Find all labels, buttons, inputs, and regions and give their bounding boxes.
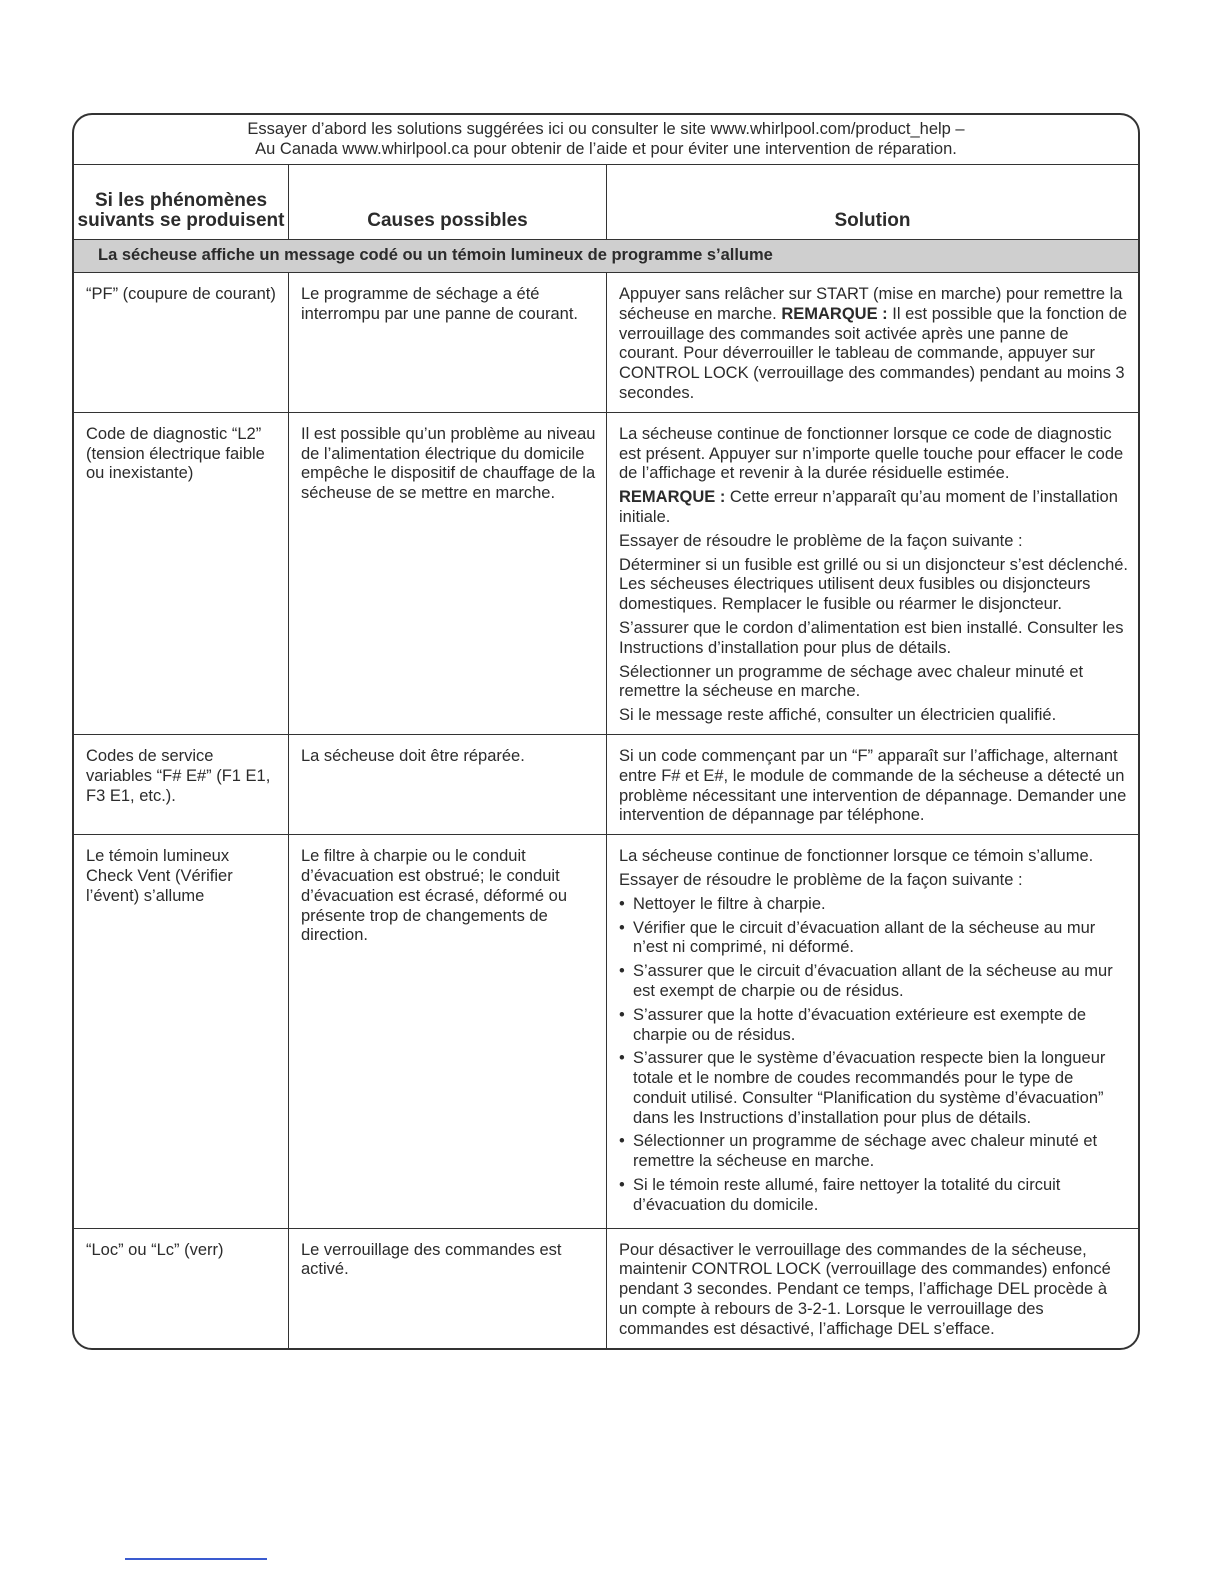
bullet-text: Nettoyer le filtre à charpie. (633, 894, 826, 913)
solution-paragraph: S’assurer que le cordon d’alimentation est bien installé. Consulter les Instructions d’installation pour plus de détails. (619, 618, 1124, 657)
bullet-text: S’assurer que le circuit d’évacuation allant de la sécheuse au mur est exempt de charpie ou de résidus. (633, 962, 1113, 1000)
bullet-item (619, 1049, 1128, 1128)
cause-cell: Le filtre à charpie ou le conduit d’évacuation est obstrué; le conduit d’évacuation est écrasé, déformé ou présente trop de changements de direction. (289, 835, 607, 1228)
table-header (74, 165, 1138, 240)
symptom-cell: Codes de service variables “F# E#” (F1 E1, F3 E1, etc.). (74, 735, 289, 834)
bullet-icon: • (619, 894, 625, 913)
symptom-cell: “Loc” ou “Lc” (verr) (74, 1229, 289, 1348)
cause-cell: Le programme de séchage a été interrompu par une panne de courant. (289, 273, 607, 412)
header-symptom: Si les phénomènes suivants se produisent (74, 165, 289, 239)
bullet-item (619, 1132, 1128, 1172)
solution-cell (607, 835, 1138, 1228)
symptom-cell: Le témoin lumineux Check Vent (Vérifier l’évent) s’allume (74, 835, 289, 1228)
bullet-text: Sélectionner un programme de séchage avec chaleur minuté et remettre la sécheuse en marche. (633, 1132, 1098, 1171)
bullet-text: Si le témoin reste allumé, faire nettoyer la totalité du circuit d’évacuation du domicile. (633, 1176, 1061, 1214)
solution-cell (607, 413, 1138, 734)
solution-cell: Pour désactiver le verrouillage des commandes de la sécheuse, maintenir CONTROL LOCK (verrouillage des commandes) enfoncé pendant 3 secondes. Pendant ce temps, l’affichage DEL procède à un compte à rebours de 3-2-1. Lorsque le verrouillage des commandes est désactivé, l’affichage DEL s’efface. (619, 1240, 1111, 1338)
solution-paragraph: Si le message reste affiché, consulter un électricien qualifié. (619, 706, 1057, 725)
bullet-icon: • (619, 1176, 625, 1195)
section-title: La sécheuse affiche un message codé ou un témoin lumineux de programme s’allume (74, 240, 1138, 273)
solution-paragraph: Essayer de résoudre le problème de la façon suivante : (619, 870, 1023, 889)
bullet-icon: • (619, 962, 625, 981)
solution-paragraph: La sécheuse continue de fonctionner lorsque ce témoin s’allume. (619, 847, 1094, 866)
footer-divider (125, 1558, 267, 1560)
solution-paragraph: Déterminer si un fusible est grillé ou si un disjoncteur s’est déclenché. Les sécheuses électriques utilisent deux fusibles ou disjoncteurs domestiques. Remplacer le fusible ou réarmer le disjoncteur. (619, 555, 1129, 614)
table-row (74, 273, 1138, 413)
troubleshooting-table (72, 113, 1140, 1350)
bullet-text: Vérifier que le circuit d’évacuation allant de la sécheuse au mur n’est ni comprimé, ni déformé. (633, 918, 1096, 957)
bullet-item (619, 1176, 1128, 1216)
solution-paragraph: Essayer de résoudre le problème de la façon suivante : (619, 531, 1023, 550)
bullet-item (619, 962, 1128, 1002)
bullet-icon: • (619, 1005, 625, 1024)
bullet-text: S’assurer que la hotte d’évacuation extérieure est exempte de charpie ou de résidus. (633, 1005, 1087, 1044)
bullet-icon: • (619, 1132, 625, 1151)
solution-cell (607, 273, 1138, 412)
note-label: REMARQUE : (781, 304, 888, 323)
symptom-cell: “PF” (coupure de courant) (74, 273, 289, 412)
intro-line-2: Au Canada www.whirlpool.ca pour obtenir de l’aide et pour éviter une intervention de réparation. (255, 140, 957, 158)
solution-cell: Si un code commençant par un “F” apparaît sur l’affichage, alternant entre F# et E#, le module de commande de la sécheuse a détecté un problème nécessitant une intervention de dépannage. Demander une intervention de dépannage par téléphone. (619, 746, 1127, 825)
intro-line-1: Essayer d’abord les solutions suggérées ici ou consulter le site www.whirlpool.com/product_help – (247, 120, 965, 138)
header-causes: Causes possibles (289, 165, 607, 239)
solution-paragraph: Sélectionner un programme de séchage avec chaleur minuté et remettre la sécheuse en marche. (619, 662, 1084, 701)
cause-cell: Le verrouillage des commandes est activé. (289, 1229, 607, 1348)
solution-paragraph: La sécheuse continue de fonctionner lorsque ce code de diagnostic est présent. Appuyer sur n’importe quelle touche pour effacer le code de l’affichage et revenir à la durée résiduelle estimée. (619, 424, 1124, 483)
bullet-text: S’assurer que le système d’évacuation respecte bien la longueur totale et le nombre de coudes recommandés pour le type de conduit utilisé. Consulter “Planification du système d’évacuation” dans les Instructions d’installation pour plus de détails. (633, 1049, 1106, 1127)
bullet-item (619, 919, 1128, 959)
table-row (74, 835, 1138, 1229)
cause-cell: Il est possible qu’un problème au niveau de l’alimentation électrique du domicile empêche le dispositif de chauffage de la sécheuse de se mettre en marche. (289, 413, 607, 734)
intro-note (74, 115, 1138, 165)
solution-text: Appuyer sans relâcher sur START (mise en marche) pour remettre la sécheuse en marche. (619, 285, 1123, 323)
bullet-item (619, 1006, 1128, 1046)
solution-note (619, 488, 1128, 528)
solution-text: Il est possible que la fonction de verrouillage des commandes soit activée après une panne de courant. Pour déverrouiller le tableau de commande, appuyer sur CONTROL LOCK (verrouillage des commandes) pendant au moins 3 secondes. (619, 304, 1128, 402)
header-solution: Solution (834, 210, 911, 231)
cause-cell: La sécheuse doit être réparée. (289, 735, 607, 834)
symptom-cell: Code de diagnostic “L2” (tension électrique faible ou inexistante) (74, 413, 289, 734)
table-row (74, 735, 1138, 835)
note-text: Cette erreur n’apparaît qu’au moment de l’installation initiale. (619, 488, 1118, 526)
note-label: REMARQUE : (619, 488, 726, 507)
bullet-icon: • (619, 1049, 625, 1068)
table-row (74, 413, 1138, 735)
bullet-icon: • (619, 918, 625, 937)
table-row (74, 1229, 1138, 1348)
bullet-item (619, 895, 1128, 915)
